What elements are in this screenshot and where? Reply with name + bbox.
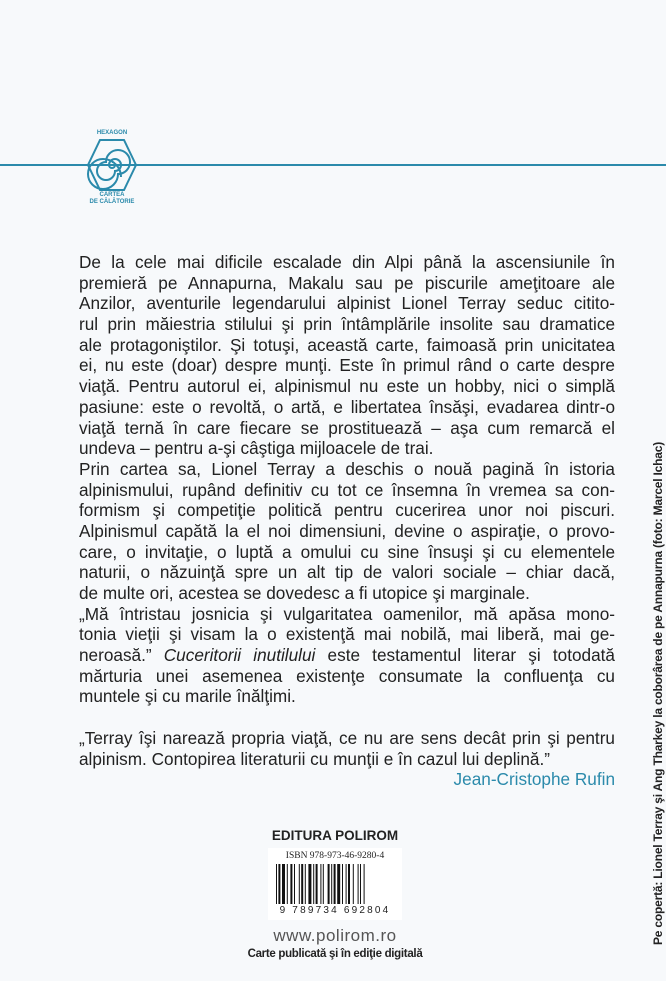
paragraph-1	[79, 252, 615, 459]
barcode-bar	[308, 864, 311, 904]
quote-author: Jean-Cristophe Rufin	[453, 769, 615, 790]
text-line	[79, 645, 615, 666]
text-line: naturii, o năzuinţă spre un alt tip de valori sociale – chiar dacă,	[79, 562, 615, 583]
barcode-bar	[348, 864, 350, 904]
barcode-bar	[313, 864, 314, 904]
logo-subtitle-line: CARTEA	[99, 192, 125, 198]
text-line: viaţă ternă în care fiecare se prostituează – aşa cum remarcă el	[79, 417, 615, 438]
barcode-bar	[364, 864, 365, 904]
barcode-bar	[320, 864, 321, 904]
text-line: formism şi competiţie politică pentru cucerirea unor noi piscuri.	[79, 500, 615, 521]
text-line: Anzilor, aventurile legendarului alpinist Lionel Terray seduc citito-	[79, 293, 615, 314]
text-line: rul prin măiestria stilului şi prin întâmplările insolite sau dramatice	[79, 314, 615, 335]
barcode-digits: 9 789734 692804	[279, 905, 391, 916]
review-quote	[79, 728, 615, 790]
barcode-bar	[328, 864, 330, 904]
text-segment: neroasă.”	[79, 645, 164, 666]
text-segment: este testamentul literar şi totodată	[315, 645, 615, 666]
text-line: care, o invitaţie, o luptă a omului cu sine însuşi şi cu elementele	[79, 541, 615, 562]
text-line: „Terray îşi narează propria viaţă, ce nu are sens decât prin şi pentru	[79, 727, 615, 748]
barcode-bar	[276, 864, 277, 904]
text-line: de multe ori, acestea se dovedesc a fi utopice şi marginale.	[79, 583, 530, 603]
barcode-bars	[276, 864, 394, 908]
text-line: Alpinismul capătă la el noi dimensiuni, devine o aspiraţie, o provo-	[79, 520, 615, 541]
barcode-bar	[358, 864, 359, 904]
barcode-bar	[278, 864, 280, 904]
isbn-barcode	[268, 848, 402, 920]
barcode-bar	[287, 864, 288, 904]
barcode-bar	[353, 864, 354, 904]
text-line: Prin cartea sa, Lionel Terray a deschis o nouă pagină în istoria	[79, 458, 615, 479]
barcode-bar	[282, 864, 285, 904]
barcode-bar	[331, 864, 332, 904]
text-line: alpinismului, rupând definitiv cu tot ce însemna în vremea sa con-	[79, 479, 615, 500]
text-line: tonia vieţii şi visam la o existenţă mai nobilă, mai liberă, mai ge-	[79, 624, 615, 645]
text-line: ei, nu este (doar) despre munţi. Este în primul rând o carte despre	[79, 355, 615, 376]
barcode-bar	[305, 864, 306, 904]
paragraph-2	[79, 459, 615, 604]
text-line: muntele şi cu marile înălţimi.	[79, 686, 296, 707]
logo-title: HEXAGON	[96, 130, 128, 136]
barcode-bar	[342, 864, 343, 904]
paragraph-3	[79, 604, 615, 707]
text-line: pasiune: este o revoltă, o artă, e libertatea însăşi, evadarea dintr-o	[79, 396, 615, 417]
text-line: viaţă. Pentru autorul ei, alpinismul nu este un hobby, nici o simplă	[79, 376, 615, 397]
barcode-bar	[294, 864, 295, 904]
cover-photo-credit: Pe copertă: Lionel Terray şi Ang Tharkey la coborârea de pe Annapurna (foto: Marcel Ichac)	[651, 441, 665, 945]
hexagon-spiral-icon	[86, 138, 138, 192]
barcode-bar	[290, 864, 292, 904]
book-title: Cuceritorii inutilului	[163, 645, 316, 666]
blurb	[79, 252, 615, 790]
text-line: ale protagoniştilor. Şi totuşi, această carte, faimoasă prin unicitatea	[79, 334, 615, 355]
logo-subtitle-line: DE CĂLĂTORIE	[89, 199, 135, 205]
barcode-bar	[334, 864, 336, 904]
text-line: premieră pe Annapurna, Makalu sau pe piscurile ameţitoare ale	[79, 272, 615, 293]
publisher-name: EDITURA POLIROM	[271, 828, 399, 843]
website-link[interactable]: www.polirom.ro	[273, 926, 397, 945]
text-line: undeva – pentru a-şi câştiga mijloacele de trai.	[79, 438, 434, 459]
text-line: De la cele mai dificile escalade din Alpi până la ascensiunile în	[79, 252, 615, 272]
digital-edition-note: Carte publicată şi în ediţie digitală	[247, 948, 423, 960]
isbn-number: ISBN 978-973-46-9280-4	[285, 851, 385, 861]
barcode-bar	[323, 864, 324, 904]
hexagon-logo	[82, 130, 142, 210]
barcode-bar	[346, 864, 347, 904]
barcode-bar	[299, 864, 300, 904]
barcode-bar	[360, 864, 361, 904]
barcode-bar	[337, 864, 340, 904]
barcode-bar	[316, 864, 318, 904]
text-line: mărturia unei asemenea existenţe consumate la confluenţa cu	[79, 665, 615, 686]
logo-subtitle	[82, 192, 142, 206]
text-line: alpinism. Contopirea literaturii cu munţii e în cazul lui deplină.”	[79, 748, 550, 769]
text-line: „Mă întristau josnicia şi vulgaritatea oamenilor, mă apăsa mono-	[79, 603, 615, 624]
barcode-bar	[301, 864, 303, 904]
